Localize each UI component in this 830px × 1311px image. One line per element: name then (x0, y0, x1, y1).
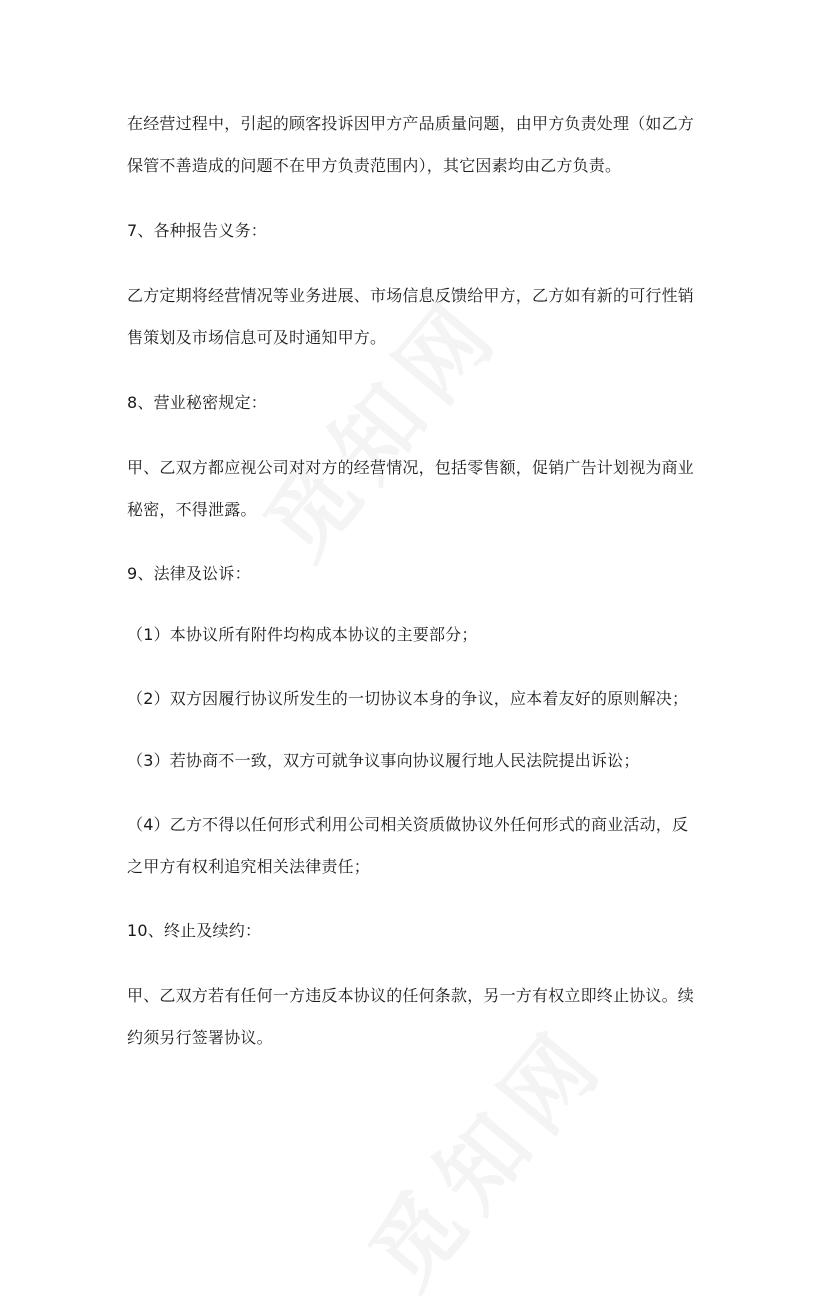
section-heading: 8、营业秘密规定： (127, 393, 267, 412)
list-item-continuation: 之甲方有权利追究相关法律责任； (127, 857, 371, 876)
paragraph-line: 保管不善造成的问题不在甲方负责范围内），其它因素均由乙方负责。 (127, 156, 622, 175)
paragraph-line: 乙方定期将经营情况等业务进展、市场信息反馈给甲方，乙方如有新的可行性销 (127, 286, 695, 305)
paragraph-line: 秘密，不得泄露。 (127, 500, 257, 519)
paragraph-line: 售策划及市场信息可及时通知甲方。 (127, 328, 387, 347)
section-heading: 7、各种报告义务： (127, 221, 267, 240)
section-heading: 9、法律及讼诉： (127, 564, 251, 583)
list-item: （1）本协议所有附件均构成本协议的主要部分； (127, 625, 478, 644)
watermark (231, 265, 524, 580)
paragraph-line: 甲、乙双方若有任何一方违反本协议的任何条款，另一方有权立即终止协议。续 (127, 986, 695, 1005)
list-item: （3）若协商不一致，双方可就争议事向协议履行地人民法院提出诉讼； (127, 751, 640, 770)
paragraph-line: 甲、乙双方都应视公司对对方的经营情况，包括零售额，促销广告计划视为商业 (127, 458, 695, 477)
paragraph-line: 约须另行签署协议。 (127, 1028, 273, 1047)
section-heading: 10、终止及续约： (127, 921, 262, 940)
list-item: （2）双方因履行协议所发生的一切协议本身的争议，应本着友好的原则解决； (127, 689, 689, 708)
paragraph-line: 在经营过程中，引起的顾客投诉因甲方产品质量问题，由甲方负责处理（如乙方 (127, 114, 695, 133)
list-item: （4）乙方不得以任何形式利用公司相关资质做协议外任何形式的商业活动，反 (127, 815, 689, 834)
